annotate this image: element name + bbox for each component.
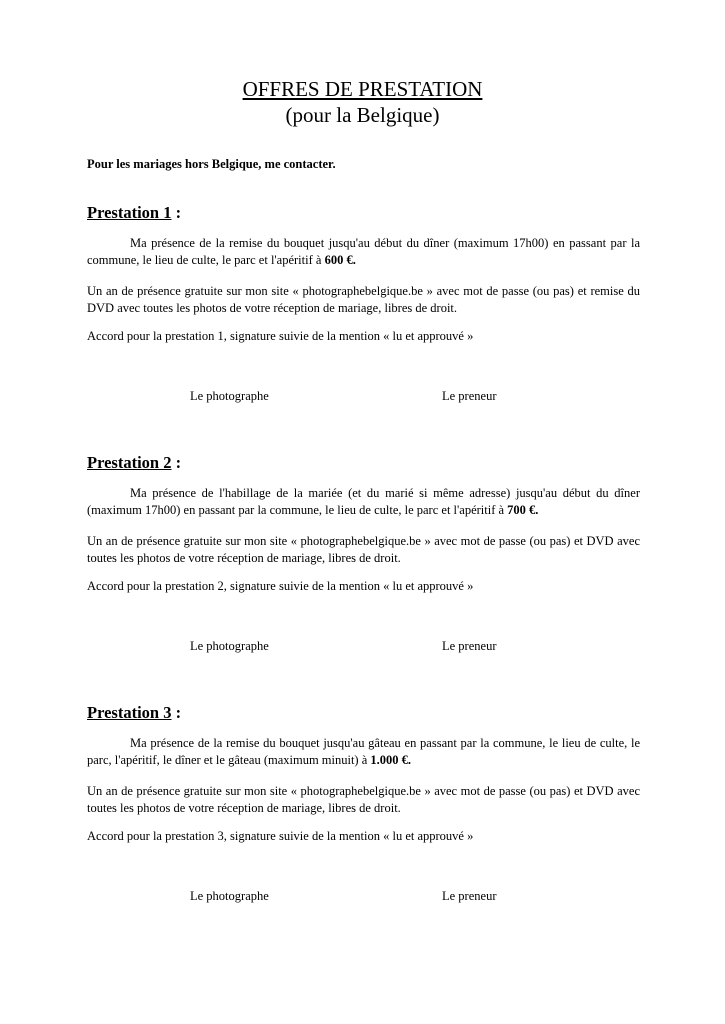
prestation-3-heading-label: Prestation 3 (87, 703, 172, 722)
prestation-3-presence-text: Ma présence de la remise du bouquet jusqu'au gâteau en passant par la commune, le lieu de culte, le parc, l'apéritif, le dîner et le gâteau (maximum minuit) à (87, 736, 640, 767)
title-block (0, 76, 725, 128)
prestation-2-signature-photographe: Le photographe (190, 639, 269, 653)
prestation-1-price: 600 €. (324, 253, 356, 267)
page-title: OFFRES DE PRESTATION (242, 77, 483, 101)
prestation-3-price: 1.000 €. (370, 753, 412, 767)
prestation-2-section (87, 453, 640, 653)
prestation-3-heading (87, 703, 640, 723)
prestation-1-signature-preneur: Le preneur (442, 389, 497, 403)
prestation-1-heading (87, 203, 640, 223)
prestation-3-presence (87, 735, 640, 769)
prestation-2-heading-suffix: : (171, 453, 182, 472)
prestation-3-site-text: Un an de présence gratuite sur mon site « photographebelgique.be » avec mot de passe (ou pas) et DVD avec toutes les photos de votre réception de mariage, libres de droit. (87, 784, 640, 815)
prestation-1-section (87, 203, 640, 403)
prestation-1-site-text: Un an de présence gratuite sur mon site « photographebelgique.be » avec mot de passe (ou pas) et remise du DVD avec toutes les photos de votre réception de mariage, libres de droit. (87, 284, 640, 315)
prestation-3-accord-text: Accord pour la prestation 3, signature suivie de la mention « lu et approuvé » (87, 829, 474, 843)
prestation-3-signature-preneur: Le preneur (442, 889, 497, 903)
prestation-1-presence (87, 235, 640, 269)
prestation-2-presence (87, 485, 640, 519)
prestation-2-price: 700 €. (507, 503, 539, 517)
prestation-1-heading-label: Prestation 1 (87, 203, 172, 222)
prestation-2-accord-text: Accord pour la prestation 2, signature suivie de la mention « lu et approuvé » (87, 579, 474, 593)
prestation-3-signature-photographe: Le photographe (190, 889, 269, 903)
prestation-2-heading-label: Prestation 2 (87, 453, 172, 472)
page-subtitle: (pour la Belgique) (285, 103, 440, 127)
prestation-1-presence-text: Ma présence de la remise du bouquet jusqu'au début du dîner (maximum 17h00) en passant par la commune, le lieu de culte, le parc et l'apéritif à (87, 236, 640, 267)
prestation-2-heading (87, 453, 640, 473)
prestation-1-accord-text: Accord pour la prestation 1, signature suivie de la mention « lu et approuvé » (87, 329, 474, 343)
prestation-2-site-text: Un an de présence gratuite sur mon site « photographebelgique.be » avec mot de passe (ou pas) et DVD avec toutes les photos de votre réception de mariage, libres de droit. (87, 534, 640, 565)
prestation-2-signature-preneur: Le preneur (442, 639, 497, 653)
prestation-2-presence-text: Ma présence de l'habillage de la mariée (et du marié si même adresse) jusqu'au début du dîner (maximum 17h00) en passant par la commune, le lieu de culte, le parc et l'apéritif à (87, 486, 640, 517)
contact-note: Pour les mariages hors Belgique, me contacter. (87, 157, 336, 171)
prestation-3-heading-suffix: : (171, 703, 182, 722)
prestation-3-section (87, 703, 640, 903)
prestation-1-heading-suffix: : (171, 203, 182, 222)
prestation-1-signature-photographe: Le photographe (190, 389, 269, 403)
